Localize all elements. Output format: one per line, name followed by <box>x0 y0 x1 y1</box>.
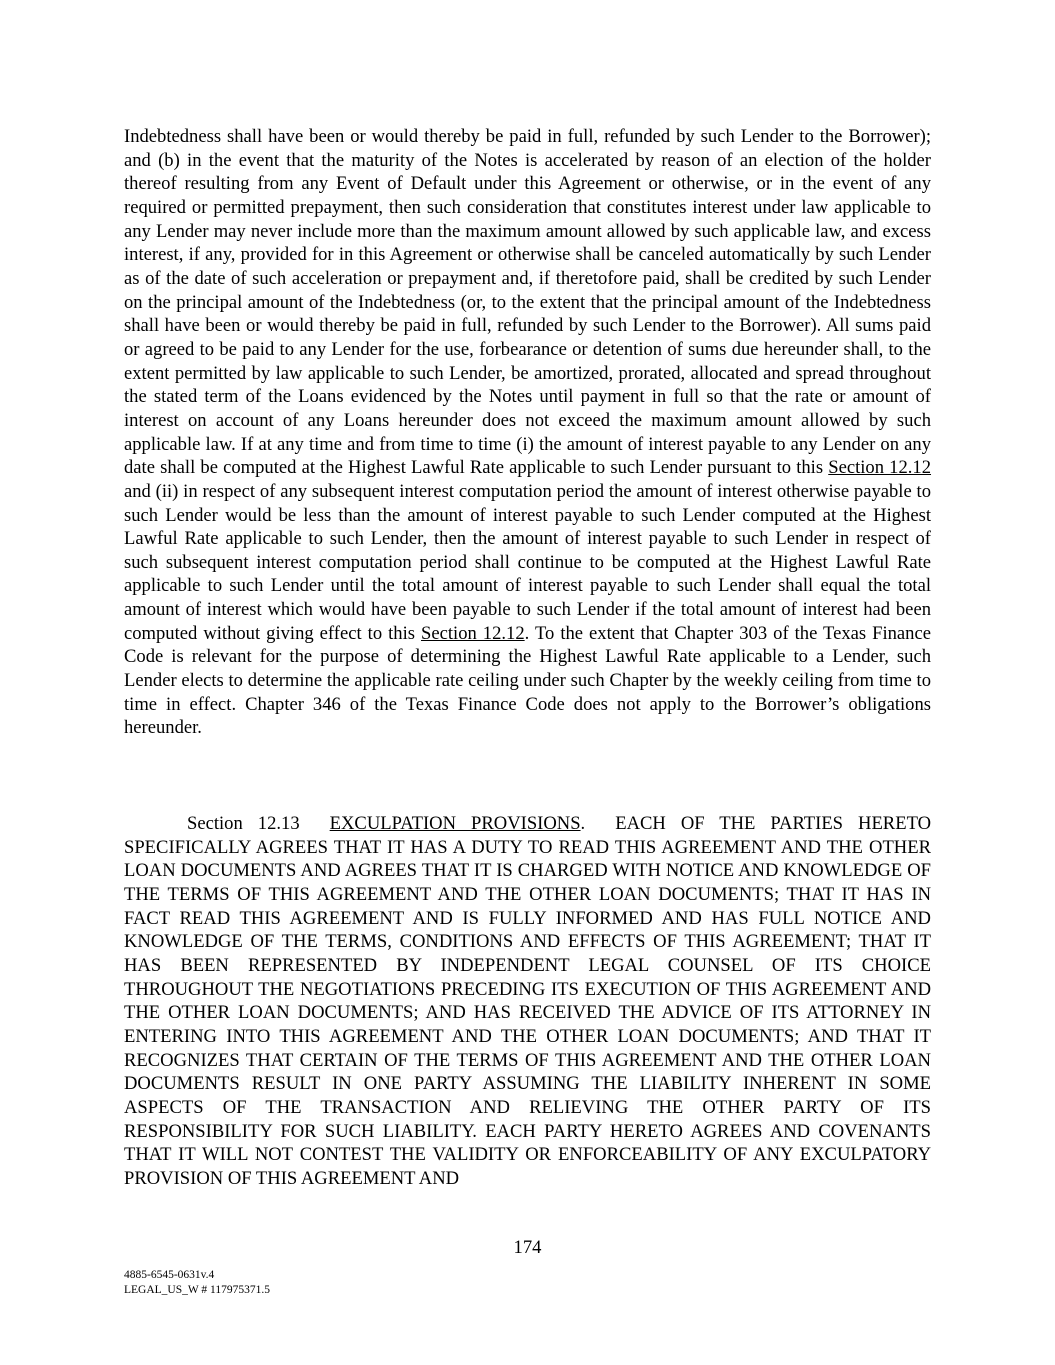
exculpation-provisions-paragraph <box>124 812 931 1191</box>
footer-document-id: 4885-6545-0631v.4 <box>124 1269 215 1281</box>
section-reference: Section 12.12 <box>421 622 525 644</box>
section-reference: Section 12.12 <box>828 457 932 479</box>
page-number: 174 <box>513 1237 542 1258</box>
footer-legal-id: LEGAL_US_W # 117975371.5 <box>124 1284 270 1296</box>
section-number: Section 12.13 <box>187 813 300 834</box>
section-body: EACH OF THE PARTIES HERETO SPECIFICALLY AGREES THAT IT HAS A DUTY TO READ THIS AGREEMENT AND THE OTHER LOAN DOCUMENTS AND AGREES THAT IT IS CHARGED WITH NOTICE AND KNOWLEDGE OF THE TERMS OF THIS AGREEMENT AND THE OTHER LOAN DOCUMENTS; THAT IT HAS IN FACT READ THIS AGREEMENT AND IS FULLY INFORMED AND HAS FULL NOTICE AND KNOWLEDGE OF THE TERMS, CONDITIONS AND EFFECTS OF THIS AGREEMENT; THAT IT HAS BEEN REPRESENTED BY INDEPENDENT LEGAL COUNSEL OF ITS CHOICE THROUGHOUT THE NEGOTIATIONS PRECEDING ITS EXECUTION OF THIS AGREEMENT AND THE OTHER LOAN DOCUMENTS; AND HAS RECEIVED THE ADVICE OF ITS ATTORNEY IN ENTERING INTO THIS AGREEMENT AND THE OTHER LOAN DOCUMENTS; AND THAT IT RECOGNIZES THAT CERTAIN OF THE TERMS OF THIS AGREEMENT AND THE OTHER LOAN DOCUMENTS RESULT IN ONE PARTY ASSUMING THE LIABILITY INHERENT IN SOME ASPECTS OF THE TRANSACTION AND RELIEVING THE OTHER PARTY OF ITS RESPONSIBILITY FOR SUCH LIABILITY. EACH PARTY HERETO AGREES AND COVENANTS THAT IT WILL NOT CONTEST THE VALIDITY OR ENFORCEABILITY OF ANY EXCULPATORY PROVISION OF THIS AGREEMENT AND <box>124 813 932 1189</box>
paragraph-text: . To the extent that Chapter 303 of the Texas Finance Code is relevant for the purpose of determining the Highest Lawful Rate applicable to a Lender, such Lender elects to determine the applicable rate ceiling under such Chapter by the weekly ceiling from time to time in effect. Chapter 346 of the Texas Finance Code does not apply to the Borrower’s obligations hereunder. <box>124 622 931 739</box>
heading-punctuation: . <box>580 813 586 834</box>
paragraph-text: and (ii) in respect of any subsequent interest computation period the amount of interest otherwise payable to such Lender would be less than the amount of interest payable to such Lender computed at the Highest Lawful Rate applicable to such Lender, then the amount of interest payable to such Lender in respect of such subsequent interest computation period shall continue to be computed at the Highest Lawful Rate applicable to such Lender until the total amount of interest payable to such Lender shall equal the total amount of interest which would have been payable to such Lender if the total amount of interest had been computed without giving effect to this <box>124 480 931 644</box>
paragraph-text: Indebtedness shall have been or would thereby be paid in full, refunded by such Lender to the Borrower); and (b) in the event that the maturity of the Notes is accelerated by reason of an election of the holder thereof resulting from any Event of Default under this Agreement or otherwise, or in the event of any required or permitted prepayment, then such consideration that constitutes interest under law applicable to any Lender may never include more than the maximum amount allowed by such applicable law, and excess interest, if any, provided for in this Agreement or otherwise shall be canceled automatically by such Lender as of the date of such acceleration or prepayment and, if theretofore paid, shall be credited by such Lender on the principal amount of the Indebtedness (or, to the extent that the principal amount of the Indebtedness shall have been or would thereby be paid in full, refunded by such Lender to the Borrower). All sums paid or agreed to be paid to any Lender for the use, forbearance or detention of sums due hereunder shall, to the extent permitted by law applicable to such Lender, be amortized, prorated, allocated and spread throughout the stated term of the Loans evidenced by the Notes until payment in full so that the rate or amount of interest on account of any Loans hereunder does not exceed the maximum amount allowed by such applicable law. If at any time and from time to time (i) the amount of interest payable to any Lender on any date shall be computed at the Highest Lawful Rate applicable to such Lender pursuant to this <box>124 126 931 479</box>
section-heading: EXCULPATION PROVISIONS <box>329 813 581 834</box>
interest-limitation-paragraph <box>124 125 931 740</box>
